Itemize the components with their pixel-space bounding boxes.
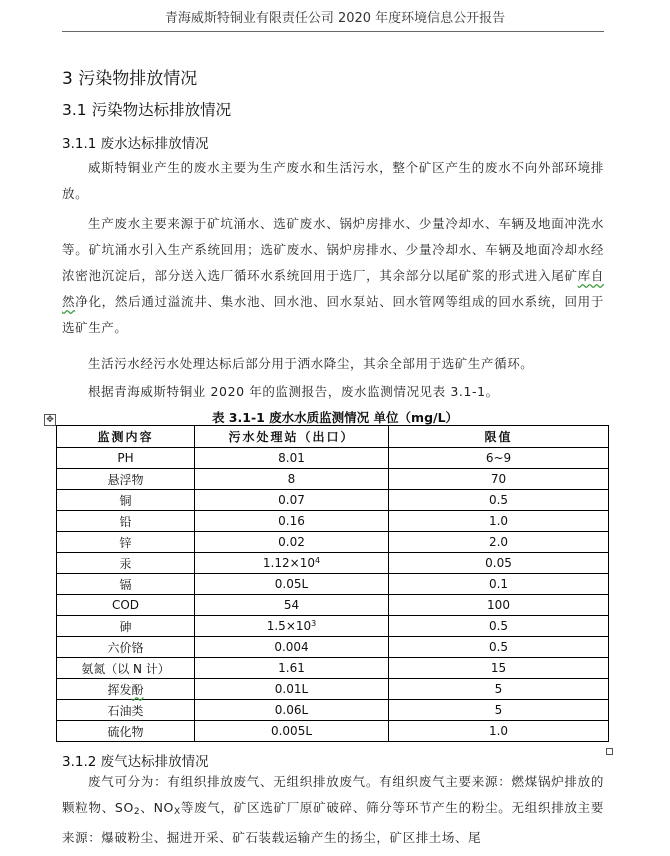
cell-item: PH bbox=[57, 448, 195, 469]
cell-limit: 100 bbox=[389, 595, 609, 616]
table-resize-handle[interactable] bbox=[606, 748, 613, 755]
cell-item: 汞 bbox=[57, 553, 195, 574]
cell-value: 0.01L bbox=[195, 679, 389, 700]
cell-limit: 0.5 bbox=[389, 490, 609, 511]
cell-value: 0.005L bbox=[195, 721, 389, 742]
cell-item: 硫化物 bbox=[57, 721, 195, 742]
subscript-x: X bbox=[173, 807, 181, 817]
value-exponent: 4 bbox=[314, 556, 321, 565]
item-text: 挥发 bbox=[107, 682, 132, 697]
header-rule bbox=[62, 31, 604, 32]
cell-value: 0.02 bbox=[195, 532, 389, 553]
cell-value: 0.16 bbox=[195, 511, 389, 532]
cell-limit: 5 bbox=[389, 679, 609, 700]
cell-item: 六价铬 bbox=[57, 637, 195, 658]
paragraph-text: 净化，然后通过溢流井、集水池、回水池、回水泵站、回水管网等组成的回水系统，回用于选矿生产。 bbox=[62, 294, 604, 335]
paragraph-text: 、NO bbox=[140, 800, 174, 815]
table-row bbox=[57, 595, 609, 616]
table-row bbox=[57, 469, 609, 490]
page-header: 青海威斯特铜业有限责任公司 2020 年度环境信息公开报告 bbox=[164, 11, 506, 26]
table-row bbox=[57, 721, 609, 742]
section-heading-3-1: 3.1 污染物达标排放情况 bbox=[62, 101, 232, 119]
subscript-2: 2 bbox=[133, 807, 141, 817]
cell-limit: 2.0 bbox=[389, 532, 609, 553]
table-row bbox=[57, 574, 609, 595]
paragraph-production-wastewater bbox=[62, 211, 604, 341]
cell-value: 54 bbox=[195, 595, 389, 616]
paragraph-monitoring-reference: 根据青海威斯特铜业 2020 年的监测报告，废水监测情况见表 3.1-1。 bbox=[88, 384, 499, 399]
spellcheck-underline-text[interactable]: 库自然 bbox=[62, 268, 604, 309]
cell-value: 0.07 bbox=[195, 490, 389, 511]
cell-limit: 0.05 bbox=[389, 553, 609, 574]
table-row bbox=[57, 448, 609, 469]
paragraph-wastewater-overview: 威斯特铜业产生的废水主要为生产废水和生活污水，整个矿区产生的废水不向外部环境排放。 bbox=[62, 160, 604, 201]
cell-value: 0.004 bbox=[195, 637, 389, 658]
cell-item: 铅 bbox=[57, 511, 195, 532]
cell-limit: 15 bbox=[389, 658, 609, 679]
cell-value: 0.06L bbox=[195, 700, 389, 721]
cell-value: 8.01 bbox=[195, 448, 389, 469]
cell-limit: 0.1 bbox=[389, 574, 609, 595]
cell-item: 锌 bbox=[57, 532, 195, 553]
cell-value: 1.61 bbox=[195, 658, 389, 679]
table-row bbox=[57, 658, 609, 679]
cell-item: 石油类 bbox=[57, 700, 195, 721]
section-heading-3: 3 污染物排放情况 bbox=[62, 69, 198, 89]
wastewater-quality-table bbox=[56, 425, 609, 742]
paragraph-text: 等废气，矿区选矿厂原矿破碎、筛分等环节产生的粉尘。无组织排放主要来源：爆破粉尘、掘进开采、矿石装载运输产生的扬尘，矿区排土场、尾 bbox=[62, 800, 604, 845]
table-row bbox=[57, 490, 609, 511]
table-row bbox=[57, 532, 609, 553]
cell-limit: 70 bbox=[389, 469, 609, 490]
cell-limit: 0.5 bbox=[389, 637, 609, 658]
column-header: 限值 bbox=[389, 426, 609, 448]
table-row bbox=[57, 553, 609, 574]
cell-item: 镉 bbox=[57, 574, 195, 595]
column-header: 监测内容 bbox=[57, 426, 195, 448]
paragraph-domestic-sewage: 生活污水经污水处理达标后部分用于洒水降尘，其余全部用于选矿生产循环。 bbox=[88, 356, 534, 371]
cell-item: 悬浮物 bbox=[57, 469, 195, 490]
cell-limit: 1.0 bbox=[389, 511, 609, 532]
cell-limit: 5 bbox=[389, 700, 609, 721]
spellcheck-underline-text[interactable]: 酚 bbox=[131, 682, 144, 697]
paragraph-exhaust-gas bbox=[62, 769, 604, 856]
paragraph-text: 废气可分为：有组织排放废气、无组织排放废气。有组织废气主要来源：燃煤锅炉排放的颗粒物、SO bbox=[62, 774, 604, 815]
cell-value bbox=[195, 553, 389, 574]
paragraph-text: 生产废水主要来源于矿坑涌水、选矿废水、锅炉房排水、少量冷却水、车辆及地面冲洗水等。矿坑涌水引入生产系统回用；选矿废水、锅炉房排水、少量冷却水、车辆及地面冷却水经浓密池沉淀后，部分送入选厂循环水系统回用于选厂，其余部分以尾矿浆的形式进入尾矿 bbox=[62, 216, 604, 283]
cell-item: 铜 bbox=[57, 490, 195, 511]
cell-limit: 1.0 bbox=[389, 721, 609, 742]
table-row bbox=[57, 616, 609, 637]
cell-value bbox=[195, 616, 389, 637]
column-header: 污水处理站（出口） bbox=[195, 426, 389, 448]
table-caption: 表 3.1-1 废水水质监测情况 单位（mg/L） bbox=[211, 410, 459, 425]
value-exponent: 3 bbox=[311, 619, 317, 628]
cell-limit: 6~9 bbox=[389, 448, 609, 469]
table-header-row bbox=[57, 426, 609, 448]
table-row bbox=[57, 679, 609, 700]
cell-value: 8 bbox=[195, 469, 389, 490]
cell-item: 氨氮（以 N 计） bbox=[57, 658, 195, 679]
cell-item: COD bbox=[57, 595, 195, 616]
value-base: 1.12×10 bbox=[262, 556, 315, 570]
table-row bbox=[57, 700, 609, 721]
table-row bbox=[57, 637, 609, 658]
table-row bbox=[57, 511, 609, 532]
cell-value: 0.05L bbox=[195, 574, 389, 595]
value-base: 1.5×10 bbox=[266, 619, 312, 633]
section-heading-3-1-1: 3.1.1 废水达标排放情况 bbox=[62, 136, 209, 152]
section-heading-3-1-2: 3.1.2 废气达标排放情况 bbox=[62, 754, 209, 770]
cell-limit: 0.5 bbox=[389, 616, 609, 637]
cell-item: 砷 bbox=[57, 616, 195, 637]
cell-item bbox=[57, 679, 195, 700]
table-move-handle-icon[interactable]: ✥ bbox=[44, 414, 56, 426]
